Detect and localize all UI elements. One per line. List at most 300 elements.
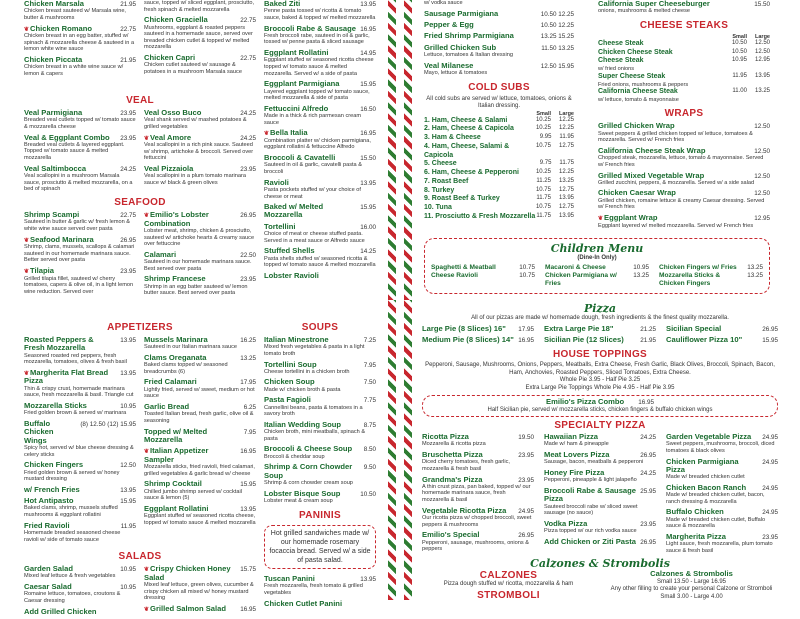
burger-price: 15.50 xyxy=(754,1,770,8)
menu-item xyxy=(264,0,376,22)
sized-item xyxy=(424,178,574,187)
menu-item-row xyxy=(422,476,534,484)
menu-item-name-text: Pasta Fagioli xyxy=(264,395,311,405)
menu-item-name-text: Broccoli Rabe & Sausage Pizza xyxy=(544,485,637,504)
kids-item xyxy=(545,264,649,271)
menu-item-name-text: Fried Ravioli xyxy=(24,520,70,530)
menu-item-price: 16.00 xyxy=(360,223,376,231)
menu-item-price: 24.25 xyxy=(240,134,256,142)
menu-item-desc: Cannellini beans, pasta & tomatoes in a savory broth xyxy=(264,404,363,418)
menu-item-price: 13.95 xyxy=(120,486,136,494)
veal-column-1 xyxy=(24,109,136,196)
calzones-heading: CALZONES xyxy=(479,570,538,582)
menu-item xyxy=(264,223,376,245)
menu-item-name xyxy=(666,433,751,441)
menu-item xyxy=(24,461,136,483)
price-large: 13.95 xyxy=(558,212,574,219)
menu-item-name-text: Add Grilled Chicken xyxy=(24,606,97,616)
sized-item-prices xyxy=(732,57,770,66)
menu-item-name-text: Grilled Mixed Vegetable Wrap xyxy=(598,170,705,180)
menu-item-name xyxy=(144,565,236,582)
menu-item xyxy=(144,109,256,131)
paninis-heading: PANINIS xyxy=(299,509,341,521)
menu-item-price: 15.95 xyxy=(120,498,136,506)
menu-item-row xyxy=(264,0,376,8)
menu-item-desc: Made w/ chicken broth & pasta xyxy=(264,386,341,393)
price-large: 12.25 xyxy=(558,125,574,132)
price-small: 10.95 xyxy=(731,57,747,64)
veal-heading: VEAL xyxy=(126,95,154,106)
menu-item xyxy=(598,172,770,187)
children-menu-box xyxy=(424,238,770,294)
menu-item xyxy=(544,433,656,448)
menu-item-price: 24.95 xyxy=(762,484,778,492)
appetizers-column-1 xyxy=(24,336,136,546)
menu-item-name xyxy=(598,172,704,180)
menu-item-price: 12.50 15.95 xyxy=(540,62,574,70)
sized-item xyxy=(424,134,574,143)
menu-item-name xyxy=(144,336,208,344)
menu-item-price: 24.25 xyxy=(120,165,136,173)
price-small: 10.25 xyxy=(535,125,551,132)
menu-item-price: 23.95 xyxy=(518,451,534,459)
menu-item-row xyxy=(24,211,136,219)
menu-item-name xyxy=(264,378,315,386)
menu-item-name-text: Eggplant Parmigiana xyxy=(264,79,340,89)
menu-item-price: 11.95 xyxy=(120,522,136,530)
menu-item xyxy=(24,402,136,417)
sized-item-name: Chicken Cheese Steak xyxy=(598,48,673,56)
menu-item-name-text: Grilled Chicken Wrap xyxy=(598,121,675,131)
kids-item xyxy=(659,272,763,287)
menu-item xyxy=(598,122,770,144)
menu-item-desc: Homemade breaded seasoned cheese ravioli w/ side of tomato sauce xyxy=(24,529,121,543)
menu-item xyxy=(144,211,256,248)
sized-item-prices xyxy=(536,169,574,178)
sized-item-name: Cheese Steak xyxy=(598,57,644,65)
menu-item-row xyxy=(264,421,376,429)
menu-item-name xyxy=(264,154,335,162)
steaks-wraps-column xyxy=(598,0,770,232)
menu-item-name-text: Large Pie (8 Slices) 16" xyxy=(422,323,506,333)
menu-item-name-text: Fried Shrimp Parmigiana xyxy=(424,31,514,41)
menu-item-desc: Baked clams topped w/ seasoned breadcrumbs (6) xyxy=(144,362,228,375)
menu-item-row xyxy=(144,378,256,386)
menu-item-desc: Made w/ breaded chicken cutlet xyxy=(666,474,745,481)
sized-item-row xyxy=(424,134,574,143)
menu-item-name xyxy=(424,10,498,18)
menu-item xyxy=(144,336,256,351)
menu-item-name-text: Medium Pie (8 Slices) 14" xyxy=(422,334,514,344)
sized-item-row xyxy=(424,204,574,213)
menu-item-price: (8) 12.50 (12) 15.95 xyxy=(80,420,136,428)
menu-item-desc: Eggplant stuffed w/ seasoned ricotta cheese, topped w/ tomato sauce & melted mozzarella xyxy=(144,513,256,526)
menu-item-desc: Eggplant layered w/ melted mozzarella. Served w/ French fries xyxy=(598,222,754,229)
menu-item-name xyxy=(264,0,300,8)
menu-item-name-text: Veal Osso Buco xyxy=(144,108,202,117)
menu-item-name xyxy=(144,354,206,362)
menu-item-desc: Mixed fresh vegetables & pasta in a light tomato broth xyxy=(264,344,365,357)
menu-item-desc: Sauteed broccoli rabe w/ sliced sweet sausage (no sauce) xyxy=(544,503,638,517)
menu-item xyxy=(24,211,136,233)
sized-item-prices xyxy=(732,49,770,58)
menu-item-name-text: Crispy Chicken Honey Salad xyxy=(144,564,231,582)
menu-item-price: 15.75 xyxy=(240,566,256,574)
menu-item xyxy=(24,486,136,494)
menu-item-name-text: Calamari xyxy=(144,249,177,259)
menu-item xyxy=(666,336,778,344)
menu-item-desc: Grilled zucchini, peppers, & mozzarella. Served w/ a side salad xyxy=(598,179,755,186)
menu-item-name xyxy=(24,486,80,494)
menu-item xyxy=(144,165,256,187)
calzones-right xyxy=(605,570,778,601)
menu-item-name xyxy=(666,325,721,333)
menu-item-desc: Diced cherry tomatoes, fresh garlic, mozzarella & fresh basil xyxy=(422,459,510,472)
menu-item-row xyxy=(544,336,656,344)
menu-item-name xyxy=(24,336,116,353)
wraps-list xyxy=(598,122,770,229)
menu-item-desc: Spicy hot, served w/ blue cheese dressing & celery sticks xyxy=(24,444,134,458)
menu-item-row xyxy=(666,508,778,516)
toppings-heading: HOUSE TOPPINGS xyxy=(552,349,648,361)
menu-item-row xyxy=(144,251,256,259)
price-small: 11.75 xyxy=(536,212,551,219)
menu-item-price: 7.95 xyxy=(243,428,256,436)
menu-item xyxy=(24,583,136,605)
menu-item-price: 13.95 xyxy=(360,179,376,187)
menu-item-name xyxy=(24,0,84,8)
menu-item xyxy=(264,80,376,102)
menu-item-desc: Sausage, bacon, meatballs & pepperoni xyxy=(544,459,644,466)
menu-item-row xyxy=(24,420,136,445)
menu-item-row xyxy=(24,56,136,64)
menu-item xyxy=(422,451,534,473)
leaf-icon: ❦ xyxy=(24,237,30,244)
menu-item xyxy=(144,378,256,400)
menu-item-name xyxy=(544,469,604,477)
menu-item-desc: Veal shank served w/ mashed potatoes & grilled vegetables xyxy=(144,117,247,130)
kids-item-price: 13.25 xyxy=(747,272,763,280)
menu-item-desc: Chicken breast sauteed w/ Marsala wine, butter & mushrooms xyxy=(24,8,126,21)
menu-item-name-text: Stuffed Shells xyxy=(264,246,315,256)
menu-item-name xyxy=(264,272,319,280)
sized-item xyxy=(598,40,770,49)
menu-item-desc: Grilled tilapia fillet, sauteed w/ cherry tomatoes, capers & olive oil, in a light lemon wine reduction. Served over xyxy=(24,275,134,295)
menu-item xyxy=(24,56,136,78)
menu-item xyxy=(264,105,376,127)
menu-item-price: 26.95 xyxy=(120,236,136,244)
menu-item xyxy=(666,458,778,481)
price-small: 10.75 xyxy=(535,142,551,149)
menu-item-name xyxy=(666,508,724,516)
sized-item-name: 1. Ham, Cheese & Salami xyxy=(424,116,508,124)
menu-item-name-text: Chicken Piccata xyxy=(24,54,83,64)
menu-item xyxy=(24,565,136,580)
burger-desc: onions, mushrooms & melted cheese xyxy=(598,8,691,15)
menu-item-name-text: Chicken Capri xyxy=(144,52,196,62)
menu-item-name-text: Lobster Bisque Soup xyxy=(264,488,341,498)
menu-item xyxy=(24,369,136,399)
sized-item-row xyxy=(424,195,574,204)
menu-item-name-text: Clams Oreganata xyxy=(144,352,207,362)
menu-item-price: 23.95 xyxy=(762,533,778,541)
menu-item-name-text: Tilapia xyxy=(30,265,54,275)
menu-item-desc: Eggplant stuffed w/ seasoned ricotta cheese topped w/ tomato sauce & melted mozzarella. Served w/ a side of pasta xyxy=(264,57,374,77)
panel-pizza xyxy=(400,300,800,600)
paninis-list xyxy=(264,575,376,608)
menu-item-row xyxy=(264,203,376,220)
menu-item-name-text: Eggplant Wrap xyxy=(604,213,658,222)
kids-items xyxy=(431,264,763,287)
menu-item-name xyxy=(144,480,202,488)
menu-item xyxy=(144,0,256,13)
menu-item-price: 10.50 12.25 xyxy=(540,21,574,29)
menu-item-row xyxy=(144,428,256,445)
menu-item-row xyxy=(24,109,136,117)
menu-item-name xyxy=(666,484,746,492)
menu-item-row xyxy=(264,463,376,480)
menu-item-row xyxy=(24,165,136,173)
sized-item-row xyxy=(424,117,574,126)
menu-item-price: 16.50 xyxy=(360,105,376,113)
price-large: 13.95 xyxy=(754,72,770,79)
menu-item-desc: Cheese tortellini in a chicken broth xyxy=(264,368,350,375)
panel-entrees xyxy=(0,0,400,300)
menu-item-name-text: Tuscan Panini xyxy=(264,574,315,583)
calzone-fill-price: Small 3.00 - Large 4.00 xyxy=(660,593,723,600)
menu-item xyxy=(264,396,376,418)
sized-item xyxy=(424,169,574,178)
menu-item-name-text: Grandma's Pizza xyxy=(422,474,483,484)
kids-item xyxy=(545,272,649,287)
menu-item-name xyxy=(666,533,726,541)
price-small: 10.75 xyxy=(535,204,551,210)
menu-item-name xyxy=(24,56,82,64)
steak-size-small: Small xyxy=(732,33,748,40)
menu-item-row xyxy=(264,247,376,255)
menu-item-name xyxy=(144,428,240,445)
menu-item-desc: Sweet peppers & grilled chicken topped w/ lettuce, tomatoes & mozzarella. Served w/ French fries xyxy=(598,130,753,144)
menu-item xyxy=(24,25,136,53)
appetizers-column-2 xyxy=(144,336,256,546)
sized-item-row xyxy=(598,40,770,49)
menu-item-row xyxy=(264,445,376,453)
tl-chicken-list-2 xyxy=(144,0,256,75)
menu-item-price: 23.95 xyxy=(120,267,136,275)
menu-item-name xyxy=(544,451,609,459)
menu-item xyxy=(422,507,534,529)
menu-item-row xyxy=(24,336,136,353)
menu-item-row xyxy=(544,451,656,459)
menu-item-price: 10.95 xyxy=(120,584,136,592)
sized-item-prices xyxy=(536,125,574,134)
menu-item-name-text: Extra Large Pie 18" xyxy=(544,323,614,333)
menu-item-name-text: Baked Ziti xyxy=(264,0,301,8)
menu-item-name-text: Broccoli Rabe & Sausage xyxy=(264,23,357,33)
menu-item-row xyxy=(666,325,778,333)
menu-item-price: 26.95 xyxy=(640,538,656,546)
sized-item xyxy=(424,125,574,134)
menu-item-desc: Veal scallopini in a mushroom Marsala sauce, prosciutto & melted mozzarella, on a bed of spinach xyxy=(24,173,133,193)
toppings-whole: Whole Pie 3.95 - Half Pie 3.25 xyxy=(559,377,641,384)
menu-item-name xyxy=(544,487,636,504)
menu-item-desc: Fresh broccoli rabe, sauteed in oil & garlic, tossed w/ penne pasta & sliced sausage xyxy=(264,32,370,46)
burger-item xyxy=(598,0,770,15)
menu-item-row xyxy=(666,458,778,475)
price-large: 11.95 xyxy=(559,134,574,140)
menu-item xyxy=(144,354,256,376)
menu-item-price: 11.50 13.25 xyxy=(541,44,574,52)
menu-item-name-text: Broccoli & Cavatelli xyxy=(264,153,336,163)
menu-item-name xyxy=(24,109,82,117)
kids-title: Children Menu xyxy=(550,242,644,255)
menu-item-row xyxy=(422,507,534,515)
menu-item xyxy=(422,476,534,504)
menu-item xyxy=(144,16,256,51)
sized-item-row xyxy=(598,73,770,82)
menu-item-desc: Lobster meat, shrimp, chicken & prosciutto, sauteed w/ artichoke hearts & creamy sauce over fettuccine xyxy=(144,227,255,248)
menu-item-name-text: Ravioli xyxy=(264,177,289,187)
menu-item-name-text: Tortellini xyxy=(264,221,296,231)
menu-item-price: 24.25 xyxy=(640,469,656,477)
menu-item-name xyxy=(24,236,94,245)
menu-item-row xyxy=(264,396,376,404)
menu-item-row xyxy=(144,275,256,283)
sized-item xyxy=(598,49,770,58)
menu-item xyxy=(264,421,376,443)
menu-item-name xyxy=(598,189,676,197)
price-large: 12.25 xyxy=(558,116,574,123)
menu-item-price: 7.25 xyxy=(363,337,376,344)
leaf-icon: ❦ xyxy=(264,131,270,138)
menu-item xyxy=(24,134,136,162)
burger-name: California Super Cheeseburger xyxy=(598,0,710,8)
menu-item-row xyxy=(144,134,256,143)
leaf-icon: ❦ xyxy=(144,213,150,219)
menu-item-name xyxy=(422,476,482,484)
menu-item-name xyxy=(422,531,480,539)
seafood-column-1 xyxy=(24,211,136,300)
menu-item xyxy=(264,179,376,201)
price-large: 12.50 xyxy=(754,39,770,46)
menu-item-row xyxy=(144,447,256,464)
sized-item-name: Cheese Steak xyxy=(598,39,644,47)
menu-item-row xyxy=(264,490,376,498)
menu-item-name-text: Italian Minestrone xyxy=(264,335,329,344)
leaf-icon: ❦ xyxy=(24,268,30,275)
menu-item-desc: A thin crust pizza, pan baked, topped w/ our homemade marinara sauce, fresh mozzarella & basil xyxy=(422,483,531,504)
kids-item xyxy=(431,264,535,271)
menu-item-row xyxy=(544,538,656,546)
menu-item-row xyxy=(264,179,376,187)
menu-item-desc: Baked clams, shrimp, mussels stuffed mushrooms & eggplant rollatini xyxy=(24,505,118,518)
menu-item xyxy=(422,336,534,344)
appetizers-section xyxy=(24,300,256,619)
price-small: 10.25 xyxy=(535,169,551,175)
menu-item xyxy=(264,361,376,376)
menu-item-name xyxy=(264,179,289,187)
menu-item-price: 14.25 xyxy=(360,248,376,256)
menu-item xyxy=(24,336,136,366)
price-small: 10.50 xyxy=(731,48,747,55)
menu-item-name xyxy=(666,336,742,344)
menu-item-name xyxy=(264,421,341,429)
menu-item-price: 12.50 xyxy=(754,123,770,131)
menu-item xyxy=(264,25,376,47)
menu-item-name-text: Emilio's Special xyxy=(422,530,480,540)
kids-item-name: Chicken Fingers w/ Fries xyxy=(659,264,737,271)
kids-item-price: 10.75 xyxy=(519,272,535,280)
leaf-icon: ❦ xyxy=(144,606,150,613)
menu-item-desc: Mixed leaf lettuce & fresh vegetables xyxy=(24,573,116,580)
menu-item-name xyxy=(422,325,506,333)
menu-item-name-text: Chicken Cutlet Panini xyxy=(264,598,343,608)
menu-item-name xyxy=(598,122,675,130)
menu-item-price: 16.95 xyxy=(360,25,376,33)
sized-item-prices xyxy=(536,195,574,204)
sized-item-desc: w/ fried onions xyxy=(598,66,635,73)
menu-item-name xyxy=(264,80,340,88)
menu-item-desc: Layered eggplant topped w/ tomato sauce, melted mozzarella & side of pasta xyxy=(264,88,370,102)
menu-item xyxy=(424,44,574,59)
menu-item xyxy=(264,336,376,358)
menu-item-price: 24.95 xyxy=(762,434,778,442)
menu-item xyxy=(264,463,376,486)
menu-item-name-text: Veal Saltimbocca xyxy=(24,163,87,173)
price-large: 11.75 xyxy=(559,160,574,167)
combo-name: Emilio's Pizza Combo xyxy=(546,397,625,407)
menu-item-price: 7.50 xyxy=(363,379,376,387)
price-small: 9.95 xyxy=(539,134,552,140)
menu-item xyxy=(24,497,136,519)
menu-item-name-text: Fried Calamari xyxy=(144,377,197,387)
menu-item-price: 23.95 xyxy=(640,520,656,528)
menu-item-price: 21.95 xyxy=(120,1,136,8)
wraps-heading: WRAPS xyxy=(664,108,704,120)
menu-item-name-text: Caesar Salad xyxy=(24,582,72,592)
menu-item-row xyxy=(422,451,534,459)
menu-item-name xyxy=(264,600,342,608)
menu-item-row xyxy=(264,129,376,138)
menu-item-price: 13.95 xyxy=(120,337,136,344)
kids-item-name: Chicken Parmigiana w/ Fries xyxy=(545,272,617,287)
menu-item-desc: Chicken breast in an egg batter, stuffed w/ spinach & mozzarella cheese & sauteed in a lemon white wine sauce xyxy=(24,33,135,53)
menu-item-name-text: Bruschetta Pizza xyxy=(422,449,483,459)
menu-item-row xyxy=(144,403,256,411)
menu-item-name-text: Shrimp & Corn Chowder Soup xyxy=(264,462,353,480)
menu-item-desc: Breaded veal cutlets & layered eggplant. Topped w/ tomato sauce & melted mozzarella xyxy=(24,141,125,162)
menu-item-name-text: Sausage Parmigiana xyxy=(424,8,499,18)
menu-item-name-text: Roasted Peppers & Fresh Mozzarella xyxy=(24,335,94,353)
menu-item-desc: Made w/ breaded chicken cutlet, Buffalo sauce & mozzarella xyxy=(666,516,766,530)
menu-item-desc: Fried golden brown & served w/ marinara xyxy=(24,410,127,417)
steaks-list xyxy=(598,40,770,104)
menu-item-desc: Pepperoni, pineapple & light jalapeño xyxy=(544,477,637,484)
combo-price: 16.95 xyxy=(638,399,654,407)
calzones-left xyxy=(422,570,595,601)
sized-item-name: 7. Roast Beef xyxy=(424,177,469,185)
menu-item-desc: Chicken breast in a white wine sauce w/ lemon & capers xyxy=(24,64,124,77)
menu-item-row xyxy=(24,25,136,34)
menu-item xyxy=(24,236,136,264)
menu-item xyxy=(598,189,770,211)
menu-item-name-text: Chicken Graciella xyxy=(144,15,208,25)
steaks-heading: CHEESE STEAKS xyxy=(639,19,729,31)
menu-item-name xyxy=(24,565,73,573)
menu-item-desc: Made w/ ham & pineapple xyxy=(544,441,609,448)
menu-item-name-text: w/ French Fries xyxy=(24,484,80,494)
menu-item-price: 13.25 15.25 xyxy=(540,33,574,41)
